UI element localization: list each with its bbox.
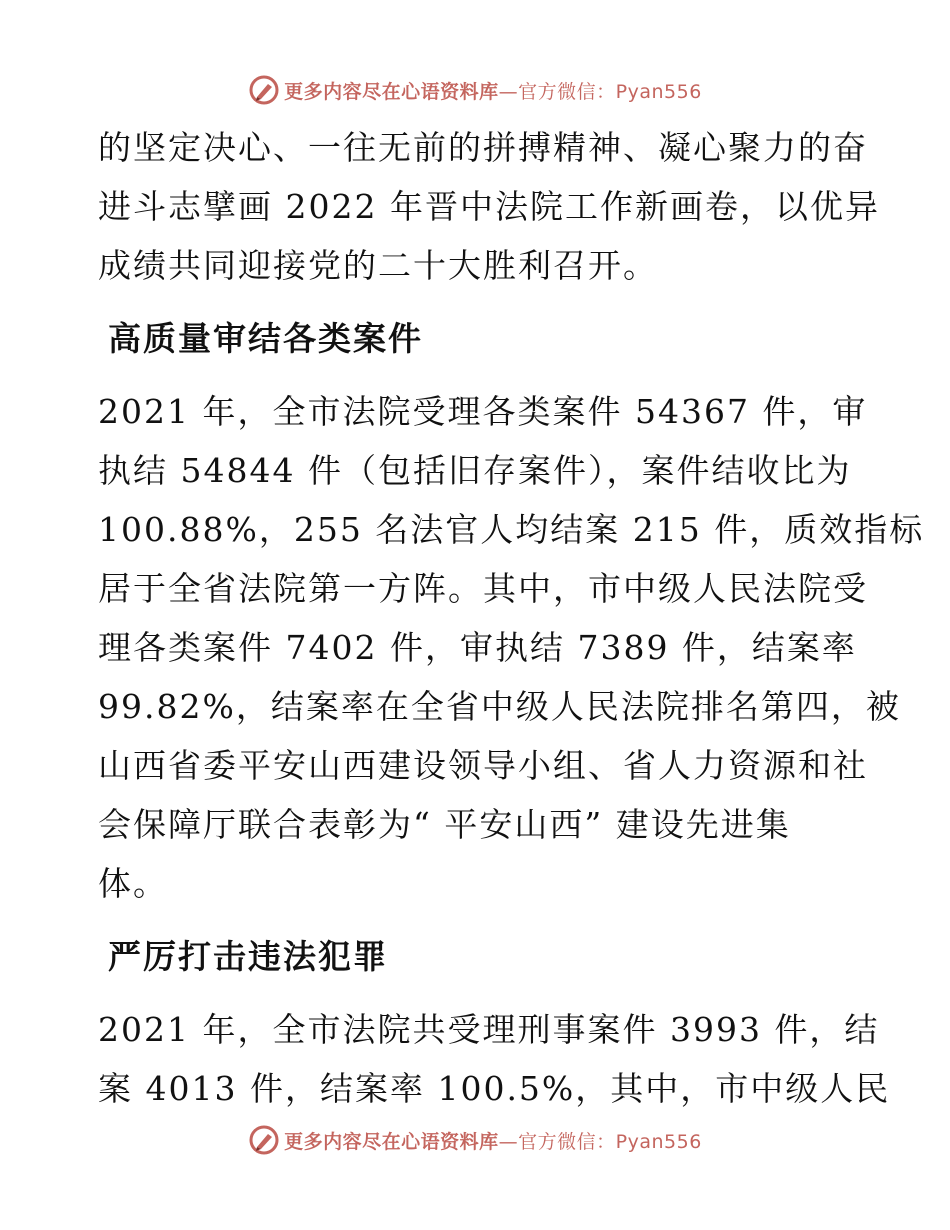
watermark-dash: — <box>498 80 519 103</box>
text-line: 居于全省法院第一方阵。其中，市中级人民法院受 <box>98 569 868 608</box>
text-line: 2021 年，全市法院受理各类案件 54367 件，审 <box>98 392 868 431</box>
text-line: 执结 54844 件（包括旧存案件），案件结收比为 <box>98 451 852 490</box>
watermark-dash: — <box>498 1130 519 1153</box>
text-line: 的坚定决心、一往无前的拼搏精神、凝心聚力的奋 <box>98 128 868 167</box>
pen-logo-icon <box>248 74 280 106</box>
watermark-suffix: 官方微信：Pyan556 <box>518 1130 702 1153</box>
watermark-suffix: 官方微信：Pyan556 <box>518 80 702 103</box>
paragraph-intro <box>98 118 880 295</box>
text-line: 山西省委平安山西建设领导小组、省人力资源和社 <box>98 746 868 785</box>
text-line: 成绩共同迎接党的二十大胜利召开。 <box>98 246 658 285</box>
section-heading-cases: 高质量审结各类案件 <box>108 319 423 358</box>
section-heading-crime: 严厉打击违法犯罪 <box>108 937 388 976</box>
document-body <box>98 118 925 1118</box>
text-line: 99.82%，结案率在全省中级人民法院排名第四，被 <box>98 687 901 726</box>
footer-watermark <box>0 1120 950 1160</box>
watermark-text <box>284 77 702 104</box>
text-line: 会保障厅联合表彰为“ 平安山西” 建设先进集 <box>98 805 791 844</box>
paragraph-cases <box>98 382 925 913</box>
text-line: 体。 <box>98 864 168 903</box>
paragraph-crime <box>98 1000 891 1118</box>
text-line: 100.88%，255 名法官人均结案 215 件，质效指标 <box>98 510 925 549</box>
watermark-text <box>284 1127 702 1154</box>
pen-logo-icon <box>248 1124 280 1156</box>
text-line: 案 4013 件，结案率 100.5%，其中，市中级人民 <box>98 1069 891 1108</box>
header-watermark <box>0 70 950 110</box>
watermark-main: 更多内容尽在心语资料库 <box>284 1130 499 1153</box>
text-line: 2021 年，全市法院共受理刑事案件 3993 件，结 <box>98 1010 880 1049</box>
text-line: 进斗志擘画 2022 年晋中法院工作新画卷，以优异 <box>98 187 880 226</box>
text-line: 理各类案件 7402 件，审执结 7389 件，结案率 <box>98 628 857 667</box>
watermark-main: 更多内容尽在心语资料库 <box>284 80 499 103</box>
